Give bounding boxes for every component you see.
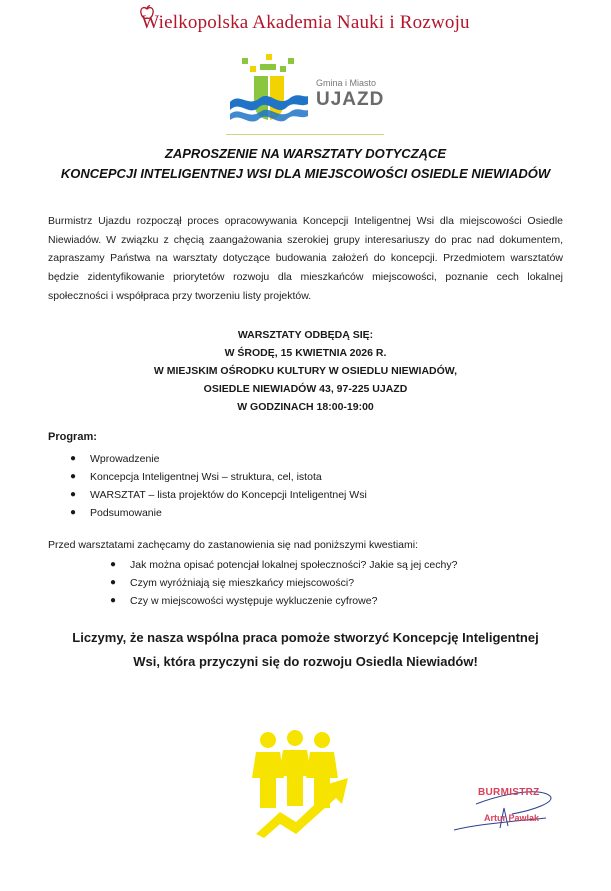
signature-title: BURMISTRZ xyxy=(478,787,540,798)
closing-line-1: Liczymy, że nasza wspólna praca pomoże stworzyć Koncepcję Inteligentnej xyxy=(72,630,539,645)
gmina-logo xyxy=(226,52,386,138)
bullet-icon: ● xyxy=(70,507,77,518)
document-title xyxy=(30,144,581,184)
academy-logo xyxy=(0,12,611,34)
details-date: W ŚRODĘ, 15 KWIETNIA 2026 R. xyxy=(224,347,387,359)
bullet-icon: ● xyxy=(110,577,117,588)
question-item: ● Czy w miejscowości występuje wykluczenie cyfrowe? xyxy=(110,592,457,610)
bullet-icon: ● xyxy=(70,471,77,482)
academy-name: Wielkopolska Akademia Nauki i Rozwoju xyxy=(141,12,470,34)
question-item: ● Jak można opisać potencjał lokalnej społeczności? Jakie są jej cechy? xyxy=(110,556,457,574)
apple-icon xyxy=(139,5,155,21)
program-item: ● Wprowadzenie xyxy=(70,450,367,468)
gmina-small-label: Gmina i Miasto xyxy=(316,78,377,88)
question-item: ● Czym wyróżniają się mieszkańcy miejscowości? xyxy=(110,574,457,592)
program-item: ● WARSZTAT – lista projektów do Koncepcji Inteligentnej Wsi xyxy=(70,486,367,504)
program-item: ● Podsumowanie xyxy=(70,504,367,522)
bullet-icon: ● xyxy=(70,489,77,500)
details-hours: W GODZINACH 18:00-19:00 xyxy=(237,401,374,413)
details-line-1: WARSZTATY ODBĘDĄ SIĘ: xyxy=(237,329,374,341)
title-line-2: KONCEPCJI INTELIGENTNEJ WSI DLA MIEJSCOWOŚCI OSIEDLE NIEWIADÓW xyxy=(60,166,551,181)
closing-line-2: Wsi, która przyczyni się do rozwoju Osiedla Niewiadów! xyxy=(133,654,478,669)
program-label: Program: xyxy=(48,431,97,443)
bullet-icon: ● xyxy=(70,453,77,464)
gmina-divider xyxy=(226,134,384,135)
bullet-icon: ● xyxy=(110,559,117,570)
program-item: ● Koncepcja Inteligentnej Wsi – struktura, cel, istota xyxy=(70,468,367,486)
details-address: OSIEDLE NIEWIADÓW 43, 97-225 UJAZD xyxy=(203,383,408,395)
crest-icon xyxy=(226,52,312,134)
signature-name: Artur Pawlak xyxy=(484,813,540,823)
intro-paragraph: Burmistrz Ujazdu rozpoczął proces opracowywania Koncepcji Inteligentnej Wsi dla miejscowości Osiedle Niewiadów. W związku z chęcią zaangażowania szerokiej grupy interesariuszy do prac nad dokumentem, zapraszamy Państwa na warsztaty dotyczące budowania założeń do koncepcji. Przedmiotem warsztatów będzie zidentyfikowanie priorytetów rozwoju dla mieszkańców miejscowości, poznanie cech lokalnej społeczności i współpraca przy tworzeniu listy projektów. xyxy=(48,215,563,302)
signature-stamp xyxy=(448,782,568,842)
gmina-name: UJAZD xyxy=(316,89,385,110)
closing-statement xyxy=(30,626,581,674)
people-growth-icon xyxy=(250,730,360,840)
questions-intro: Przed warsztatami zachęcamy do zastanowienia się nad poniższymi kwestiami: xyxy=(48,539,418,551)
bullet-icon: ● xyxy=(110,595,117,606)
program-list xyxy=(70,450,367,522)
questions-list xyxy=(110,556,457,610)
workshop-details xyxy=(30,326,581,416)
title-line-1: ZAPROSZENIE NA WARSZTATY DOTYCZĄCE xyxy=(164,146,447,161)
details-venue: W MIEJSKIM OŚRODKU KULTURY W OSIEDLU NIEWIADÓW, xyxy=(153,365,458,377)
